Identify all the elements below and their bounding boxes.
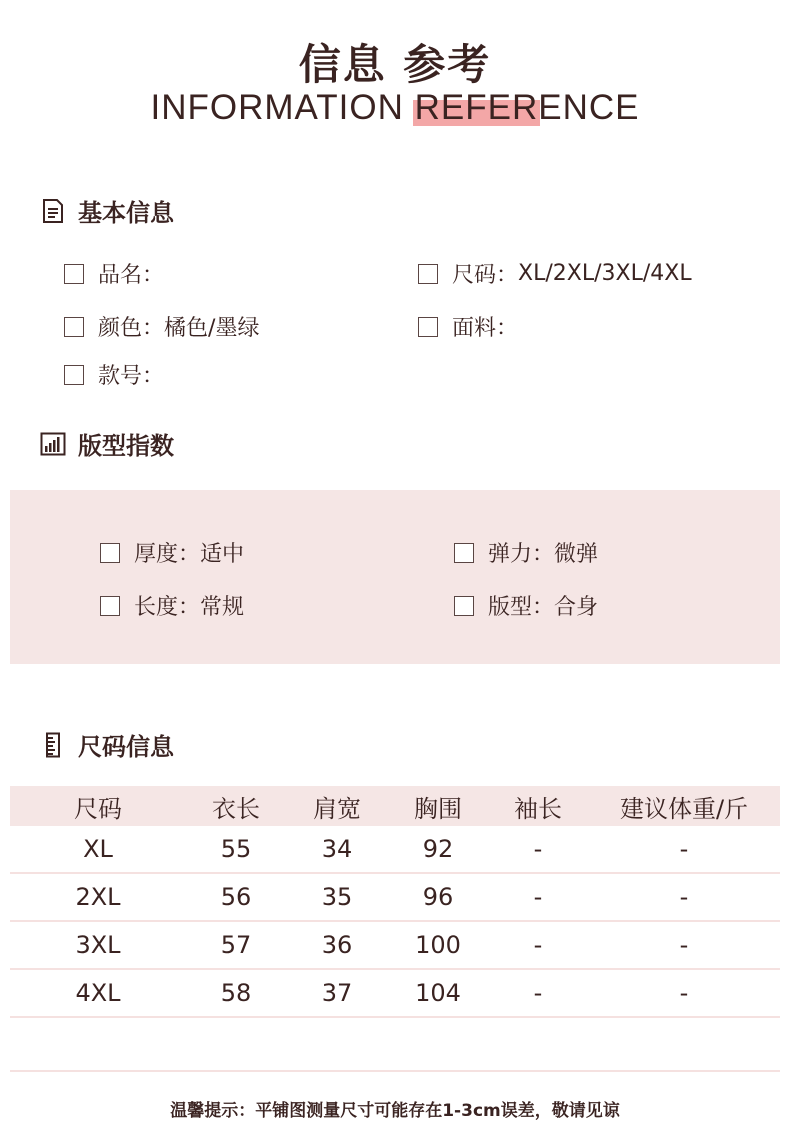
fit-item-thickness	[100, 537, 244, 568]
fit-item-length	[100, 590, 244, 621]
column-header: 袖长	[488, 786, 588, 826]
subtitle-part-3: ENCE	[538, 88, 640, 127]
info-item-fabric	[418, 311, 518, 342]
table-cell: XL	[10, 826, 186, 873]
table-cell: -	[488, 969, 588, 1017]
section-fit-index	[40, 426, 174, 461]
table-cell: -	[588, 969, 780, 1017]
table-cell: 56	[186, 873, 286, 921]
size-table	[10, 786, 780, 1018]
column-header: 建议体重/斤	[588, 786, 780, 826]
column-header: 胸围	[388, 786, 488, 826]
table-cell: 3XL	[10, 921, 186, 969]
item-label: 尺码 ：	[452, 258, 518, 289]
info-item-size	[418, 258, 692, 289]
table-cell: 104	[388, 969, 488, 1017]
item-label: 版型 ：	[488, 590, 554, 621]
table-cell: 2XL	[10, 873, 186, 921]
table-row	[10, 921, 780, 969]
info-item-name	[64, 258, 164, 289]
footer-tip: 温馨提示：平铺图测量尺寸可能存在1-3cm误差，敬请见谅	[170, 1101, 620, 1121]
table-cell: -	[488, 826, 588, 873]
table-cell: 36	[286, 921, 388, 969]
checkbox-icon	[418, 264, 438, 284]
checkbox-icon	[64, 317, 84, 337]
item-label: 颜色 ：	[98, 311, 164, 342]
item-value: 合身	[554, 595, 599, 620]
ruler-icon	[40, 732, 66, 758]
item-value: XL/2XL/3XL/4XL	[518, 261, 692, 286]
bar-chart-icon	[40, 431, 66, 457]
subtitle-part-2: REFER	[414, 88, 539, 127]
table-row	[10, 873, 780, 921]
table-cell: 57	[186, 921, 286, 969]
section-basic-info	[40, 193, 174, 228]
table-cell: 96	[388, 873, 488, 921]
fit-item-cut	[454, 590, 598, 621]
item-value: 常规	[200, 595, 245, 620]
column-header: 衣长	[186, 786, 286, 826]
subtitle-highlight	[415, 88, 539, 128]
page-title: 信息 参考	[298, 40, 492, 89]
checkbox-icon	[454, 543, 474, 563]
table-row	[10, 969, 780, 1017]
table-cell: -	[588, 826, 780, 873]
table-header-row	[10, 786, 780, 826]
table-cell: 58	[186, 969, 286, 1017]
item-value: 橘色/墨绿	[164, 316, 260, 341]
table-cell: 4XL	[10, 969, 186, 1017]
divider	[10, 1070, 780, 1072]
item-label: 品名 ：	[98, 258, 164, 289]
section-title: 尺码信息	[78, 733, 174, 761]
table-cell: -	[488, 921, 588, 969]
fit-item-elasticity	[454, 537, 598, 568]
column-header: 肩宽	[286, 786, 388, 826]
table-cell: 100	[388, 921, 488, 969]
table-cell: -	[488, 873, 588, 921]
page-subtitle	[0, 88, 790, 128]
info-item-color	[64, 311, 259, 342]
checkbox-icon	[454, 596, 474, 616]
checkbox-icon	[100, 543, 120, 563]
fit-index-panel	[10, 490, 780, 664]
checkbox-icon	[64, 264, 84, 284]
item-label: 面料 ：	[452, 311, 518, 342]
subtitle-part-1: INFORMATION	[150, 88, 415, 127]
section-size-info	[40, 727, 174, 762]
table-cell: 55	[186, 826, 286, 873]
table-cell: 35	[286, 873, 388, 921]
section-title: 版型指数	[78, 432, 174, 460]
table-cell: -	[588, 873, 780, 921]
item-label: 长度 ：	[134, 590, 200, 621]
item-label: 弹力 ：	[488, 537, 554, 568]
table-cell: 37	[286, 969, 388, 1017]
item-label: 款号 ：	[98, 359, 164, 390]
table-row	[10, 826, 780, 873]
checkbox-icon	[418, 317, 438, 337]
checkbox-icon	[64, 365, 84, 385]
item-value: 适中	[200, 542, 245, 567]
table-cell: 34	[286, 826, 388, 873]
info-item-style-no	[64, 359, 164, 390]
checkbox-icon	[100, 596, 120, 616]
table-cell: 92	[388, 826, 488, 873]
table-cell: -	[588, 921, 780, 969]
document-icon	[40, 198, 66, 224]
item-label: 厚度 ：	[134, 537, 200, 568]
section-title: 基本信息	[78, 199, 174, 227]
column-header: 尺码	[10, 786, 186, 826]
item-value: 微弹	[554, 542, 599, 567]
